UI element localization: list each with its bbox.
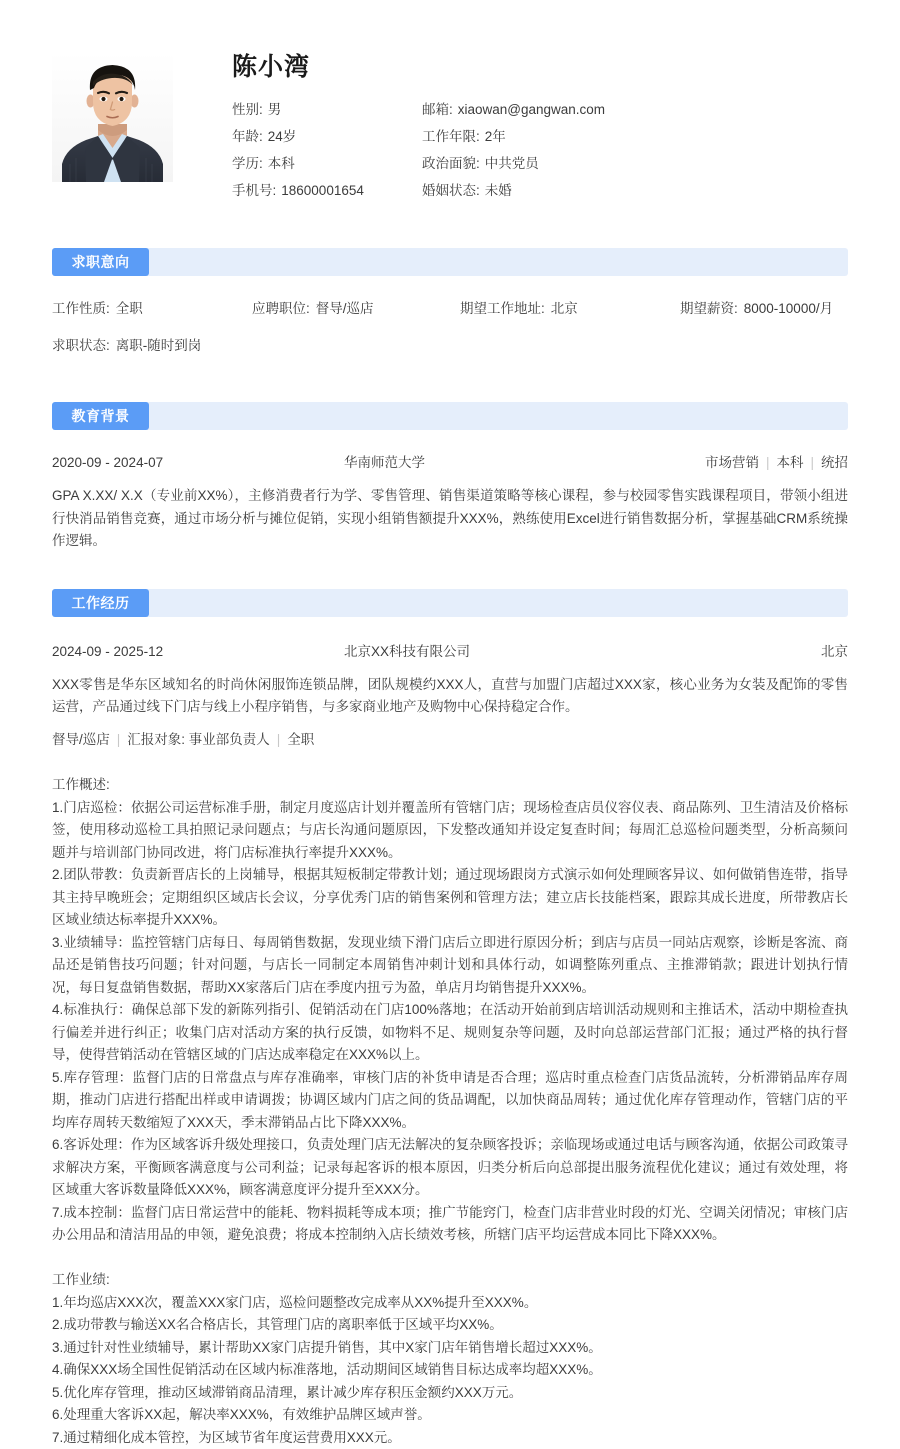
work-company-intro: XXX零售是华东区域知名的时尚休闲服饰连锁品牌，团队规模约XXX人，直营与加盟门店超过XXX家，核心业务为女装及配饰的零售运营，产品通过线下门店与线上小程序销售，与多家商业地产及购物中心保持稳定合作。 [52, 674, 848, 719]
separator-icon: | [277, 728, 281, 752]
education-date: 2020-09 - 2024-07 [52, 451, 344, 475]
field-expected-salary-value: 8000-10000/月 [744, 301, 833, 316]
spacer [52, 752, 848, 775]
field-job-nature [52, 295, 252, 323]
section-title-job-intention: 求职意向 [52, 248, 149, 276]
field-phone-label: 手机号: [232, 183, 276, 198]
job-intention-row-1 [52, 295, 848, 323]
field-applied-position-value: 督导/巡店 [316, 301, 374, 316]
spacer [52, 1247, 848, 1270]
field-experience-years-label: 工作年限: [422, 129, 480, 144]
work-achievement-item: 1.年均巡店XXX次，覆盖XXX家门店，巡检问题整改完成率从XX%提升至XXX%。 [52, 1292, 848, 1315]
field-job-seeking-status-label: 求职状态: [52, 338, 110, 353]
work-experience-body [52, 617, 848, 1449]
work-role-line [52, 728, 848, 752]
separator-icon: | [117, 728, 121, 752]
field-expected-location [460, 295, 680, 323]
field-marital-status [422, 177, 848, 204]
work-overview-item: 2.团队带教：负责新晋店长的上岗辅导，根据其短板制定带教计划；通过现场跟岗方式演示如何处理顾客异议、如何做销售连带，指导其主持早晚班会；定期组织区域店长会议，分享优秀门店的销售案例和管理方法；建立店长技能档案，跟踪其成长进度，所带教店长区域业绩达标率提升XXX%。 [52, 864, 848, 932]
work-overview-title: 工作概述: [52, 774, 848, 797]
field-gender-value: 男 [268, 102, 282, 117]
field-expected-location-value: 北京 [551, 301, 578, 316]
avatar-illustration [52, 52, 173, 182]
profile-info [173, 52, 848, 204]
field-email [422, 96, 848, 123]
work-achievement-list [52, 1292, 848, 1449]
job-intention-row-2 [52, 332, 848, 360]
work-overview-item: 1.门店巡检：依据公司运营标准手册，制定月度巡店计划并覆盖所有管辖门店；现场检查店员仪容仪表、商品陈列、卫生清洁及价格标签，使用移动巡检工具拍照记录问题点；与店长沟通问题原因，下发整改通知并设定复查时间；每周汇总巡检问题类型，分析高频问题并与培训部门协同改进，将门店标准执行率提升XXX%。 [52, 797, 848, 865]
work-entry-header [52, 640, 848, 664]
field-applied-position-label: 应聘职位: [252, 301, 310, 316]
work-job-type: 全职 [287, 732, 314, 747]
education-school: 华南师范大学 [344, 451, 705, 475]
field-job-seeking-status [52, 332, 252, 360]
section-header-education [52, 402, 848, 430]
field-job-nature-label: 工作性质: [52, 301, 110, 316]
education-admission-type: 统招 [821, 455, 848, 470]
work-achievement-item: 4.确保XXX场全国性促销活动在区域内标准落地，活动期间区域销售目标达成率均超XXX%。 [52, 1359, 848, 1382]
field-experience-years-value: 2年 [485, 129, 506, 144]
work-achievement-item: 7.通过精细化成本管控，为区域节省年度运营费用XXX元。 [52, 1427, 848, 1449]
field-education-level-label: 学历: [232, 156, 263, 171]
field-age-label: 年龄: [232, 129, 263, 144]
work-overview-item: 3.业绩辅导：监控管辖门店每日、每周销售数据，发现业绩下滑门店后立即进行原因分析；到店与店员一同站店观察，诊断是客流、商品还是销售技巧问题；针对问题，与店长一同制定本周销售冲刺计划和具体行动，如调整陈列重点、主推滞销款；跟进计划执行情况，每日复盘销售数据，帮助XX家落后门店在季度内扭亏为盈，单店月均销售提升XXX%。 [52, 932, 848, 1000]
work-overview-item: 7.成本控制：监督门店日常运营中的能耗、物料损耗等成本项；推广节能窍门，检查门店非营业时段的灯光、空调关闭情况；审核门店办公用品和清洁用品的申领，避免浪费；将成本控制纳入店长绩效考核，所辖门店平均运营成本同比下降XXX%。 [52, 1202, 848, 1247]
field-email-label: 邮箱: [422, 102, 453, 117]
field-job-seeking-status-value: 离职-随时到岗 [116, 338, 202, 353]
field-age-value: 24岁 [268, 129, 297, 144]
field-marital-status-label: 婚姻状态: [422, 183, 480, 198]
avatar [52, 52, 173, 182]
work-overview-item: 6.客诉处理：作为区域客诉升级处理接口，负责处理门店无法解决的复杂顾客投诉；亲临现场或通过电话与顾客沟通，依据公司政策寻求解决方案，平衡顾客满意度与公司利益；记录每起客诉的根本原因，归类分析后向总部提出服务流程优化建议；通过有效处理，将区域重大客诉数量降低XXX%，顾客满意度评分提升至XXX分。 [52, 1134, 848, 1202]
field-phone-value: 18600001654 [281, 183, 364, 198]
profile-header [0, 0, 900, 204]
field-gender [232, 96, 422, 123]
section-header-work-experience [52, 589, 848, 617]
work-achievement-item: 2.成功带教与输送XX名合格店长，其管理门店的离职率低于区域平均XX%。 [52, 1314, 848, 1337]
page-title: 陈小湾 [232, 52, 848, 82]
work-role: 督导/巡店 [52, 732, 110, 747]
field-phone [232, 177, 422, 204]
field-political-status-label: 政治面貌: [422, 156, 480, 171]
work-date: 2024-09 - 2025-12 [52, 640, 344, 664]
field-expected-salary [680, 295, 848, 323]
field-job-nature-value: 全职 [116, 301, 143, 316]
job-intention-body [52, 276, 848, 360]
field-age [232, 123, 422, 150]
separator-icon: | [766, 451, 770, 475]
education-body [52, 430, 848, 553]
field-applied-position [252, 295, 460, 323]
work-achievement-item: 5.优化库存管理，推动区域滞销商品清理，累计减少库存积压金额约XXX万元。 [52, 1382, 848, 1405]
work-achievement-item: 6.处理重大客诉XX起，解决率XXX%，有效维护品牌区域声誉。 [52, 1404, 848, 1427]
education-major: 市场营销 [705, 455, 759, 470]
profile-field-grid [232, 96, 848, 204]
work-achievement-title: 工作业绩: [52, 1269, 848, 1292]
field-experience-years [422, 123, 848, 150]
work-overview-item: 5.库存管理：监督门店的日常盘点与库存准确率，审核门店的补货申请是否合理；巡店时重点检查门店货品流转，分析滞销品库存周期，推动门店进行搭配出样或申请调拨；协调区域内门店之间的货品调配，以加快商品周转；通过优化库存管理动作，管辖门店的平均库存周转天数缩短了XXX天，季末滞销品占比下降XXX%。 [52, 1067, 848, 1135]
field-gender-label: 性别: [232, 102, 263, 117]
education-description: GPA X.XX/ X.X（专业前XX%），主修消费者行为学、零售管理、销售渠道策略等核心课程，参与校园零售实践课程项目，带领小组进行快消品销售竞赛，通过市场分析与摊位促销，实现小组销售额提升XXX%，熟练使用Excel进行销售数据分析，掌握基础CRM系统操作逻辑。 [52, 485, 848, 553]
field-education-level-value: 本科 [268, 156, 295, 171]
field-political-status-value: 中共党员 [485, 156, 539, 171]
work-overview-item: 4.标准执行：确保总部下发的新陈列指引、促销活动在门店100%落地；在活动开始前到店培训活动规则和主推话术，活动中期检查执行偏差并进行纠正；收集门店对活动方案的执行反馈，如物料不足、规则复杂等问题，及时向总部运营部门汇报；通过严格的执行督导，使得营销活动在管辖区域的门店达成率稳定在XXX%以上。 [52, 999, 848, 1067]
section-header-job-intention [52, 248, 848, 276]
education-meta [705, 451, 848, 475]
education-degree: 本科 [776, 455, 803, 470]
field-expected-location-label: 期望工作地址: [460, 301, 545, 316]
separator-icon: | [810, 451, 814, 475]
field-political-status [422, 150, 848, 177]
section-title-work-experience: 工作经历 [52, 589, 149, 617]
section-title-education: 教育背景 [52, 402, 149, 430]
work-company: 北京XX科技有限公司 [344, 640, 821, 664]
field-marital-status-value: 未婚 [485, 183, 512, 198]
work-overview-list [52, 797, 848, 1247]
work-achievement-item: 3.通过针对性业绩辅导，累计帮助XX家门店提升销售，其中X家门店年销售增长超过XXX%。 [52, 1337, 848, 1360]
education-entry-header [52, 451, 848, 475]
field-education-level [232, 150, 422, 177]
work-location: 北京 [821, 640, 848, 664]
field-email-value: xiaowan@gangwan.com [458, 102, 605, 117]
field-expected-salary-label: 期望薪资: [680, 301, 738, 316]
work-report-to: 汇报对象: 事业部负责人 [127, 732, 270, 747]
